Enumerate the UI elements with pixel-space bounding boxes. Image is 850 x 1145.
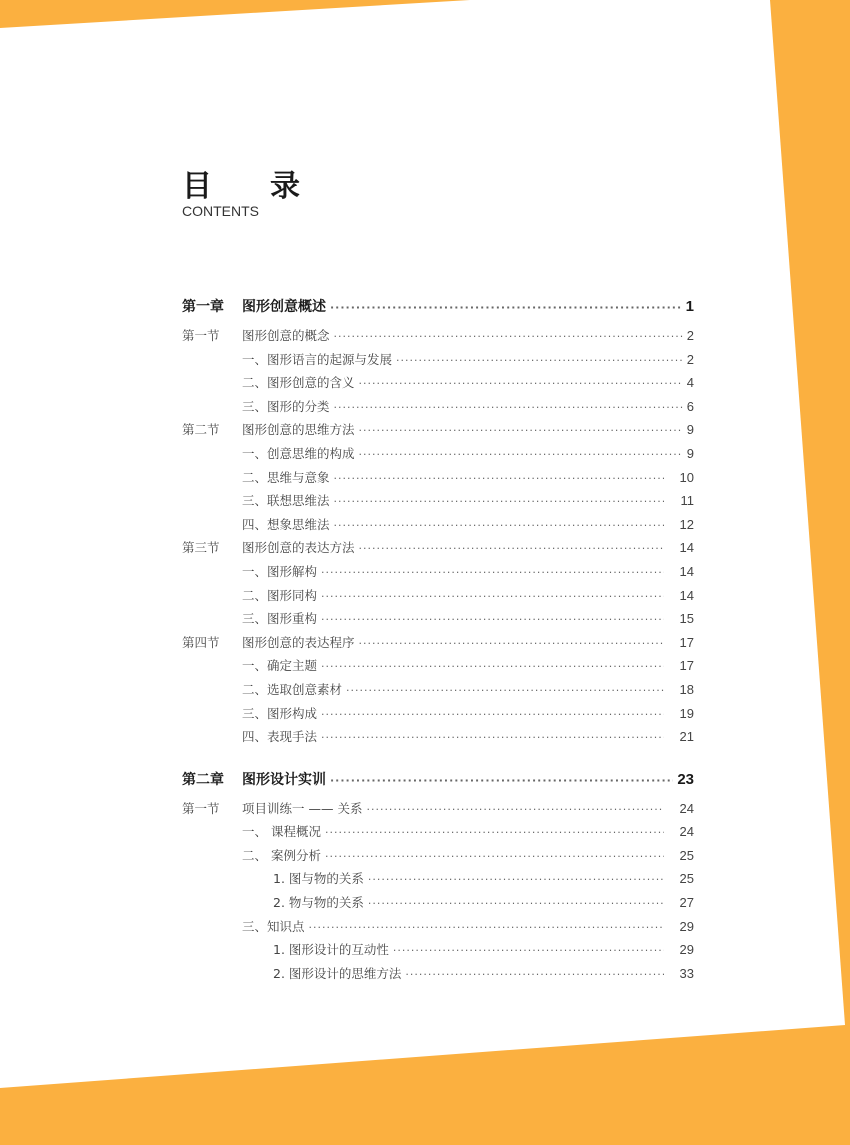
entry-title: 三、知识点	[242, 918, 305, 934]
chapter-label: 第二章	[182, 771, 224, 788]
dot-leader	[359, 637, 664, 650]
entry-page-number: 21	[679, 729, 694, 745]
chapter-page-number: 23	[677, 770, 694, 788]
dot-leader	[405, 968, 664, 981]
section-label: 第四节	[182, 634, 220, 650]
toc-entry[interactable]	[182, 893, 694, 917]
dot-leader	[346, 684, 664, 697]
dot-leader	[393, 944, 664, 957]
dot-leader	[309, 921, 664, 934]
dot-leader	[334, 401, 683, 414]
toc-entry[interactable]	[182, 586, 694, 610]
toc-entry[interactable]	[182, 869, 694, 893]
entry-title: 1. 图与物的关系	[273, 871, 364, 887]
entry-title: 项目训练一 —— 关系	[242, 800, 363, 816]
entry-title: 1. 图形设计的互动性	[273, 942, 389, 958]
entry-page-number: 29	[679, 918, 694, 934]
title-block	[182, 168, 314, 219]
section-label: 第一节	[182, 800, 220, 816]
toc-entry[interactable]	[182, 491, 694, 515]
dot-leader	[321, 613, 664, 626]
dot-leader	[330, 774, 673, 787]
toc-entry[interactable]	[182, 420, 694, 444]
entry-page-number: 14	[679, 587, 694, 603]
dot-leader	[321, 708, 664, 721]
dot-leader	[334, 495, 664, 508]
entry-page-number: 10	[679, 469, 694, 485]
dot-leader	[330, 301, 682, 314]
entry-page-number: 25	[679, 847, 694, 863]
entry-page-number: 12	[679, 516, 694, 532]
entry-title: 二、选取创意素材	[242, 681, 343, 697]
dot-leader	[359, 424, 683, 437]
entry-title: 四、表现手法	[242, 729, 318, 745]
chapter-row[interactable]	[182, 769, 694, 795]
entry-page-number: 25	[679, 871, 694, 887]
entry-title: 二、图形同构	[242, 587, 318, 603]
toc-entry[interactable]	[182, 680, 694, 704]
dot-leader	[321, 731, 664, 744]
toc-entry[interactable]	[182, 609, 694, 633]
toc-entry[interactable]	[182, 397, 694, 421]
chapter-row[interactable]	[182, 296, 694, 322]
entry-page-number: 11	[680, 493, 694, 509]
toc-entry[interactable]	[182, 468, 694, 492]
toc-entry[interactable]	[182, 656, 694, 680]
toc-entry[interactable]	[182, 917, 694, 941]
entry-title: 图形创意的表达程序	[242, 634, 355, 650]
entry-page-number: 14	[679, 563, 694, 579]
toc-entry[interactable]	[182, 515, 694, 539]
table-of-contents	[182, 296, 694, 987]
dot-leader	[396, 354, 683, 367]
dot-leader	[321, 566, 664, 579]
toc-entry[interactable]	[182, 799, 694, 823]
page-title: 目 录	[182, 169, 314, 204]
entry-page-number: 14	[679, 540, 694, 556]
entry-page-number: 17	[679, 634, 694, 650]
entry-page-number: 19	[679, 705, 694, 721]
dot-leader	[359, 448, 683, 461]
chapter-label: 第一章	[182, 299, 224, 315]
entry-title: 图形创意的表达方法	[242, 540, 355, 556]
entry-page-number: 27	[679, 895, 694, 911]
entry-page-number: 15	[679, 611, 694, 627]
entry-page-number: 9	[686, 445, 694, 461]
dot-leader	[334, 330, 683, 343]
entry-page-number: 6	[686, 398, 694, 414]
entry-page-number: 2	[686, 351, 694, 367]
section-label: 第二节	[182, 422, 220, 438]
entry-title: 图形创意的概念	[242, 328, 330, 343]
entry-title: 三、图形重构	[242, 611, 318, 627]
dot-leader	[321, 590, 664, 603]
entry-title: 2. 图形设计的思维方法	[273, 965, 402, 981]
chapter-title: 图形创意概述	[242, 299, 326, 315]
entry-title: 三、图形的分类	[242, 398, 330, 414]
section-label: 第三节	[182, 540, 220, 556]
toc-entry[interactable]	[182, 940, 694, 964]
entry-title: 一、图形解构	[242, 563, 318, 579]
chapter-gap	[182, 751, 694, 769]
entry-page-number: 17	[679, 658, 694, 674]
entry-title: 一、图形语言的起源与发展	[242, 351, 393, 367]
toc-entry[interactable]	[182, 373, 694, 397]
entry-title: 一、 课程概况	[242, 824, 321, 840]
toc-entry[interactable]	[182, 822, 694, 846]
entry-title: 二、 案例分析	[242, 847, 321, 863]
dot-leader	[366, 803, 664, 816]
toc-entry[interactable]	[182, 350, 694, 374]
entry-page-number: 29	[679, 942, 694, 958]
dot-leader	[325, 826, 664, 839]
dot-leader	[359, 377, 683, 390]
toc-entry[interactable]	[182, 846, 694, 870]
section-label: 第一节	[182, 328, 220, 343]
entry-title: 四、想象思维法	[242, 516, 330, 532]
toc-entry[interactable]	[182, 964, 694, 988]
toc-entry[interactable]	[182, 562, 694, 586]
chapter-page-number: 1	[685, 298, 694, 315]
toc-entry[interactable]	[182, 538, 694, 562]
dot-leader	[334, 519, 664, 532]
dot-leader	[359, 542, 664, 555]
entry-page-number: 2	[686, 328, 694, 343]
page-subtitle: CONTENTS	[182, 203, 259, 219]
entry-page-number: 9	[686, 422, 694, 438]
dot-leader	[321, 660, 664, 673]
dot-leader	[325, 850, 664, 863]
entry-title: 一、创意思维的构成	[242, 445, 355, 461]
entry-title: 2. 物与物的关系	[273, 895, 364, 911]
entry-title: 一、确定主题	[242, 658, 318, 674]
toc-entry[interactable]	[182, 326, 694, 350]
toc-entry[interactable]	[182, 444, 694, 468]
entry-page-number: 18	[679, 681, 694, 697]
toc-entry[interactable]	[182, 704, 694, 728]
dot-leader	[334, 472, 664, 485]
entry-title: 三、图形构成	[242, 705, 318, 721]
toc-entry[interactable]	[182, 633, 694, 657]
entry-page-number: 24	[679, 824, 694, 840]
entry-title: 三、联想思维法	[242, 493, 330, 509]
dot-leader	[368, 873, 664, 886]
dot-leader	[368, 897, 664, 910]
entry-title: 二、思维与意象	[242, 469, 330, 485]
toc-entry[interactable]	[182, 727, 694, 751]
chapter-title: 图形设计实训	[242, 771, 326, 788]
entry-page-number: 24	[679, 800, 694, 816]
entry-page-number: 4	[686, 375, 694, 391]
entry-title: 图形创意的思维方法	[242, 422, 355, 438]
entry-title: 二、图形创意的含义	[242, 375, 355, 391]
entry-page-number: 33	[679, 965, 694, 981]
